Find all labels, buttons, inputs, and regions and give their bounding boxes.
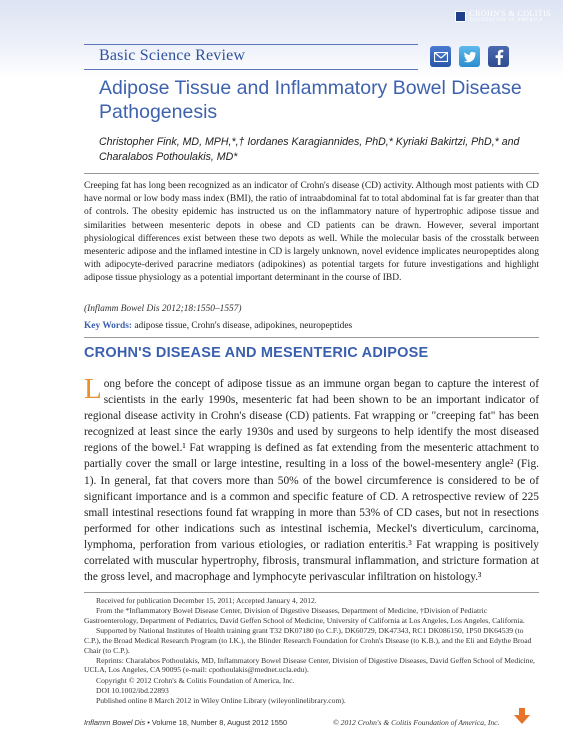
notes-rule — [84, 592, 539, 593]
keywords — [84, 321, 539, 331]
article-title: Adipose Tissue and Inflammatory Bowel Disease Pathogenesis — [99, 77, 522, 123]
author-list: Christopher Fink, MD, MPH,*,† Iordanes Karagiannides, PhD,* Kyriaki Bakirtzi, PhD,* and Charalabos Pothoulakis, MD* — [99, 136, 520, 163]
abstract-rule-top — [84, 173, 539, 174]
citation: (Inflamm Bowel Dis 2012;18:1550–1557) — [84, 304, 242, 314]
note-doi: DOI 10.1002/ibd.22893 — [96, 685, 169, 695]
email-share-button[interactable] — [430, 46, 451, 67]
keywords-label: Key Words: — [84, 321, 133, 331]
footer-issue: • Volume 18, Number 8, August 2012 — [147, 718, 269, 727]
section-title: Basic Science Review — [99, 47, 246, 64]
section-heading: CROHN'S DISEASE AND MESENTERIC ADIPOSE — [84, 345, 429, 361]
publisher-logo — [455, 10, 551, 24]
facebook-share-button[interactable] — [488, 46, 509, 67]
logo-line1: CROHN'S & COLITIS — [469, 9, 551, 18]
note-reprints: Reprints: Charalabos Pothoulakis, MD, Inflammatory Bowel Disease Center, Division of Digestive Diseases, David Geffen School of Medicine, UCLA, Los Angeles, CA 90095 (e-mail: cpothoulakis@mednet.ucla.edu). — [84, 655, 535, 675]
facebook-icon — [494, 49, 504, 65]
logo-mark-icon — [455, 11, 466, 22]
keywords-list: adipose tissue, Crohn's disease, adipokines, neuropeptides — [134, 321, 353, 331]
footer-journal: Inflamm Bowel Dis — [84, 718, 146, 727]
abstract-rule-bottom — [84, 337, 539, 338]
section-rule-bottom — [84, 69, 418, 70]
body-text: ong before the concept of adipose tissue as an immune organ began to capture the interest of scientists in the early 1990s, mesenteric fat had been shown to be an important indicator of regional disease activity in Crohn's disease (CD) patients. Fat wrapping or "creeping fat" has been recognized at least since the early 1930s and used by surgeons to help identify the most diseased regions of the bowel.¹ Fat wrapping is defined as fat extending from the mesenteric attachment to partially cover the small or large intestine, resulting in a loss of the bowel-mesentery angle² (Fig. 1). In general, fat that covers more than 50% of the bowel circumference is considered to be of significant importance and is a common and specific feature of CD. A retrospective review of 225 small intestinal resections found fat wrapping in more than 53% of CD cases, but not in resections performed for other indications such as intestinal ischemia, Meckel's diverticulum, carcinoma, lymphoma, perforation from various etiologies, or radiation enteritis.³ Fat wrapping is positively correlated with muscular hypertrophy, fibrosis, transmural inflammation, and stricture formation at the gross level, and macrophage and lymphocyte perivascular infiltration on histology.³ — [84, 378, 539, 584]
email-icon — [434, 52, 448, 62]
footer-copyright: © 2012 Crohn's & Colitis Foundation of America, Inc. — [333, 718, 500, 727]
drop-cap: L — [84, 373, 102, 405]
note-received: Received for publication December 15, 2011; Accepted January 4, 2012. — [96, 596, 317, 605]
twitter-share-button[interactable] — [459, 46, 480, 67]
note-published: Published online 8 March 2012 in Wiley Online Library (wileyonlinelibrary.com). — [96, 696, 346, 706]
abstract-text: Creeping fat has long been recognized as an indicator of Crohn's disease (CD) activity. Although most patients with CD have normal or low body mass index (BMI), the ratio of intraabdominal fat to total abdominal fat is far greater than that of controls. The obesity epidemic has instructed us on the inflammatory nature of hypertrophic adipose tissue and similarities between mesenteric depots in obese and CD patients can be drawn. However, several important physiological differences exist between these two depots as well. While the molecular basis of the crosstalk between mesenteric adipose and the inflamed intestine in CD is largely unknown, novel evidence implicates neuropeptides along with adipocyte-derived paracrine mediators (adipokines) as potential targets for future investigations and highlight adipose tissue physiology as a potential important determinant in the course of IBD. — [84, 181, 539, 284]
footer-page: 1550 — [270, 718, 288, 727]
body-paragraph — [84, 373, 539, 585]
note-support: Supported by National Institutes of Health training grant T32 DK07180 (to C.F.), DK60729, DK47343, RC1 DK086150, 1P50 DK64539 (to C.P.), the Broad Medical Research Program (to I.K.), the Blinder Research Foundation for Crohn's Disease (to K.B.), and the Eli and Edythe Broad Chair (to C.P.). — [84, 626, 532, 655]
section-rule-top — [84, 44, 418, 45]
note-copyright: Copyright © 2012 Crohn's & Colitis Foundation of America, Inc. — [96, 675, 295, 685]
logo-line2: FOUNDATION OF AMERICA — [469, 18, 544, 23]
article-notes — [84, 596, 539, 706]
next-page-arrow-icon[interactable] — [514, 715, 530, 724]
note-affiliations: From the *Inflammatory Bowel Disease Center, Division of Digestive Diseases, Department of Medicine, †Division of Pediatric Gastroenterology, Department of Pediatrics, David Geffen School of Medicine, University of California at Los Angeles, Los Angeles, California. — [84, 606, 525, 625]
twitter-icon — [463, 51, 477, 63]
footer-journal-info — [84, 718, 287, 727]
